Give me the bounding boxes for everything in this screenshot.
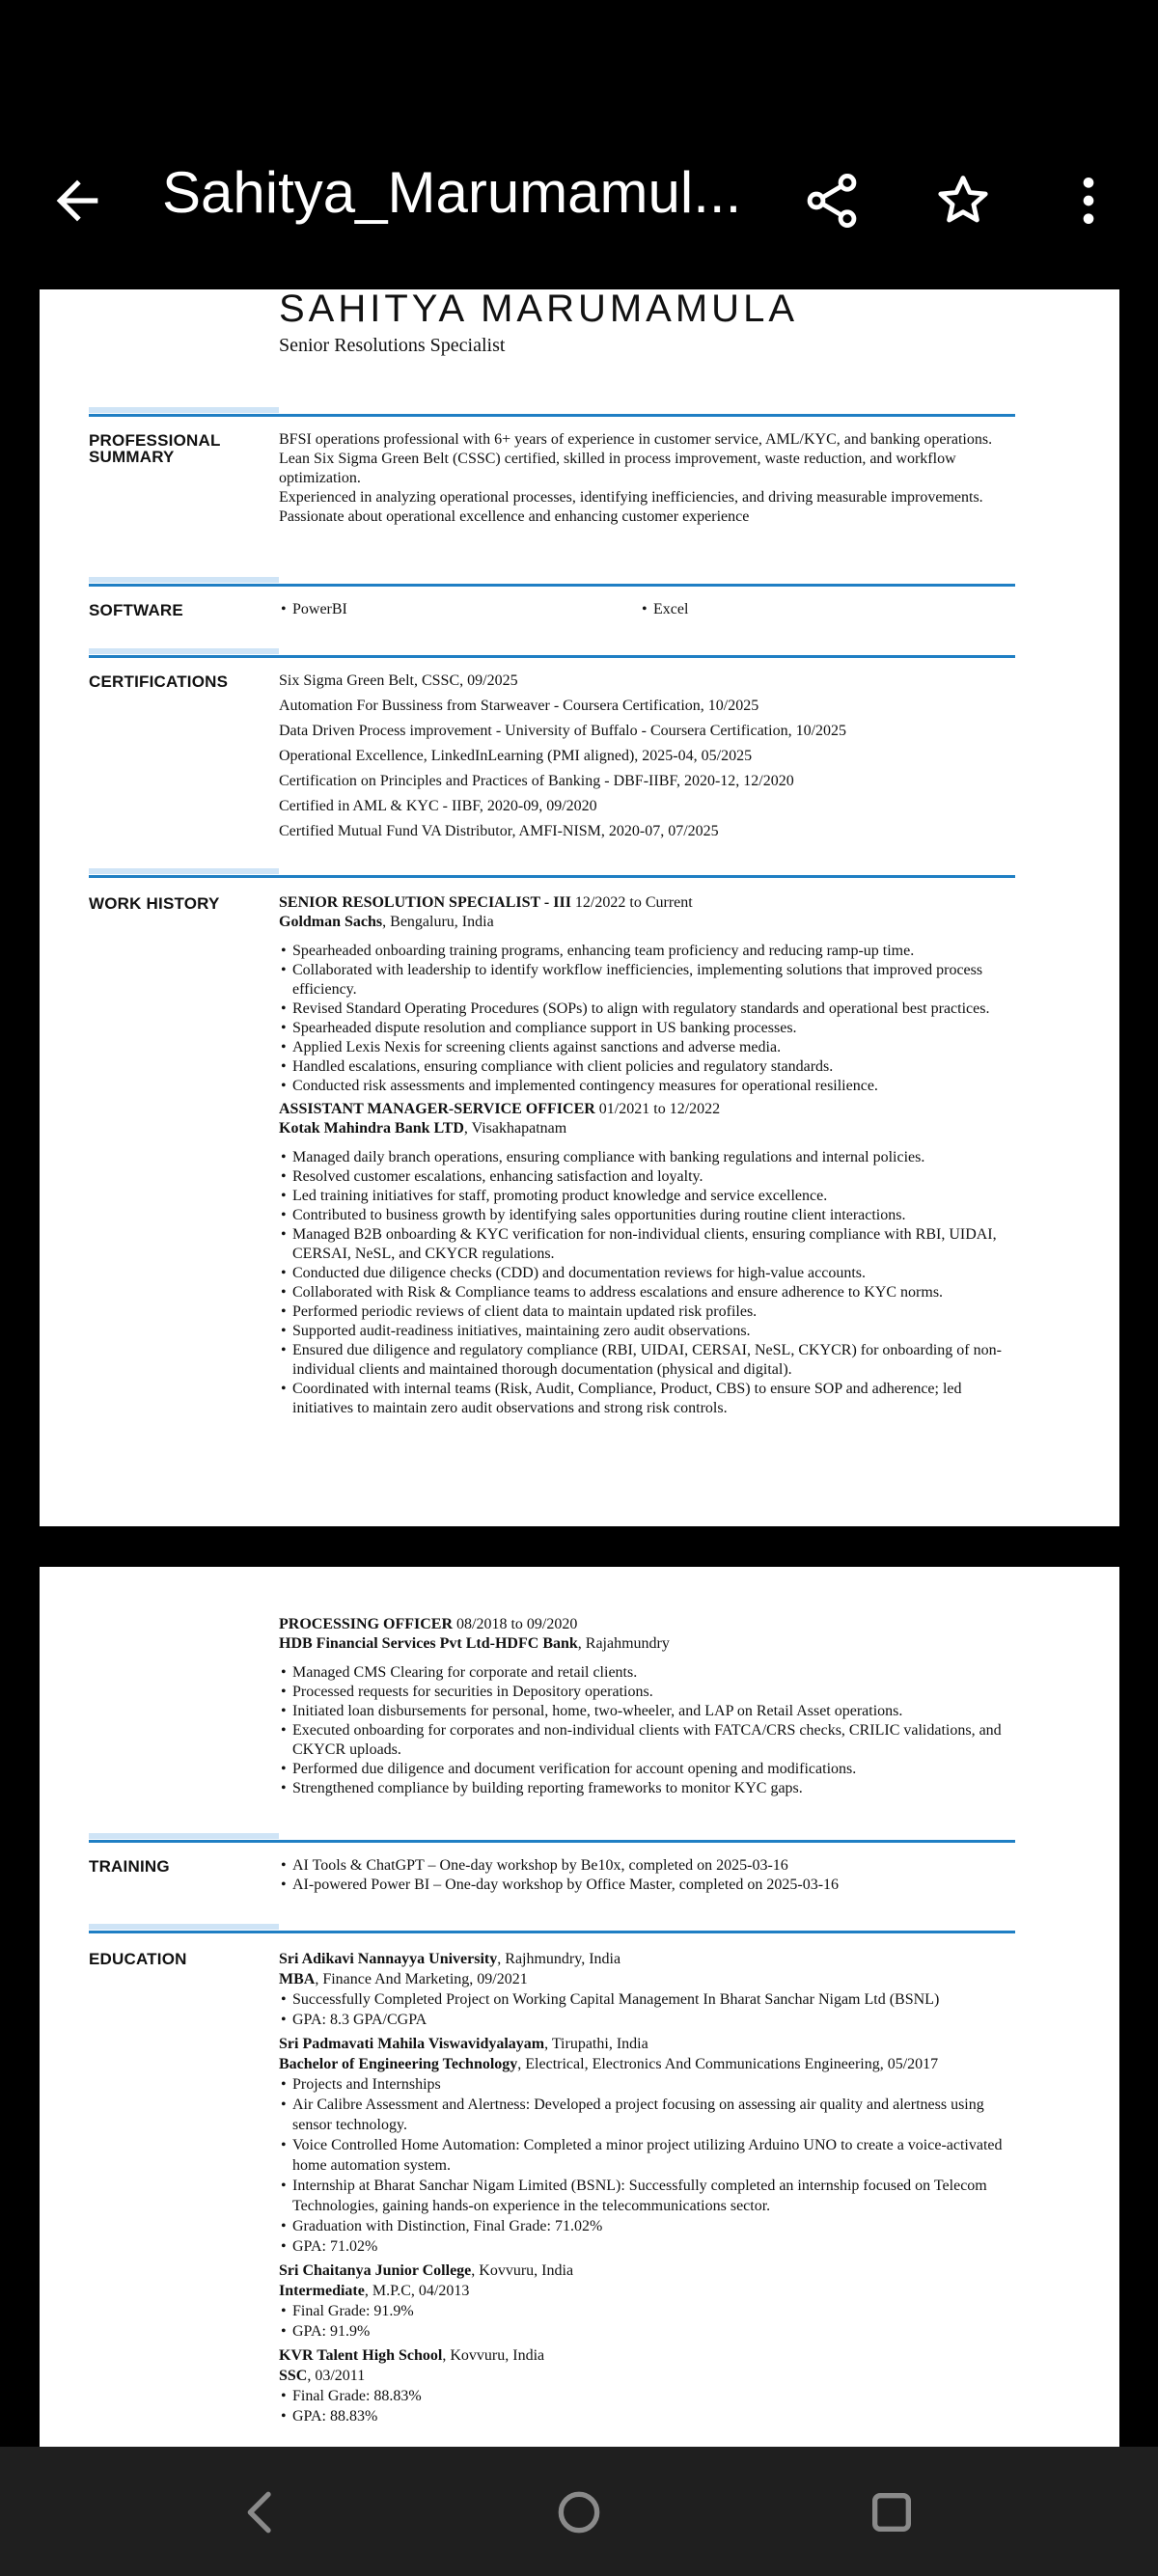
- section-rule: [89, 648, 1015, 658]
- app-bar: [0, 0, 1158, 289]
- degree-name: Bachelor of Engineering Technology: [279, 2056, 518, 2072]
- degree-detail: , Finance And Marketing, 09/2021: [315, 1971, 528, 1987]
- job-bullet: • Led training initiatives for staff, promoting product knowledge and service excellence.: [279, 1187, 1015, 1206]
- section-rule: [89, 868, 1015, 878]
- training-item: • AI-powered Power BI – One-day workshop by Office Master, completed on 2025-03-16: [279, 1876, 1015, 1895]
- education-entry: [279, 2034, 1015, 2257]
- degree-line: [279, 2281, 1015, 2301]
- degree-name: Intermediate: [279, 2283, 365, 2299]
- job-entry: [279, 1100, 1015, 1418]
- school-location: , Rajhmundry, India: [497, 1951, 621, 1967]
- education-entry: [279, 1949, 1015, 2030]
- job-bullet: • Processed requests for securities in Depository operations.: [279, 1683, 1015, 1702]
- job-dates: 08/2018 to 09/2020: [456, 1616, 578, 1632]
- education-bullet: • Air Calibre Assessment and Alertness: Developed a project focusing on assessing air quality and alertness using sensor technology.: [279, 2095, 1015, 2135]
- job-bullet: • Applied Lexis Nexis for screening clients against sanctions and adverse media.: [279, 1038, 1015, 1057]
- education-bullet: • Projects and Internships: [279, 2074, 1015, 2095]
- section-rule: [89, 1924, 1015, 1933]
- nav-recents-icon[interactable]: [861, 2481, 923, 2543]
- job-title-line: [279, 1100, 1015, 1119]
- section-rule: [89, 577, 1015, 587]
- summary-paragraph: BFSI operations professional with 6+ years of experience in customer service, AML/KYC, and banking operations.: [279, 431, 993, 448]
- school-name: Sri Chaitanya Junior College: [279, 2262, 472, 2279]
- degree-name: MBA: [279, 1971, 316, 1987]
- education-bullet: • GPA: 8.3 GPA/CGPA: [279, 2010, 1015, 2030]
- certification-item: Certified Mutual Fund VA Distributor, AMFI-NISM, 2020-07, 07/2025: [279, 823, 719, 839]
- job-bullet: • Performed due diligence and document verification for account opening and modifications.: [279, 1760, 1015, 1779]
- education-bullet: • Graduation with Distinction, Final Grade: 71.02%: [279, 2216, 1015, 2236]
- certification-item: Six Sigma Green Belt, CSSC, 09/2025: [279, 672, 518, 689]
- degree-detail: , M.P.C, 04/2013: [364, 2283, 470, 2299]
- degree-line: [279, 2054, 1015, 2074]
- education-label: EDUCATION: [89, 1950, 187, 1968]
- education-bullet: • GPA: 91.9%: [279, 2321, 1015, 2342]
- job-title: ASSISTANT MANAGER-SERVICE OFFICER: [279, 1101, 595, 1117]
- education-entry: [279, 2345, 1015, 2426]
- certification-item: Certification on Principles and Practices of Banking - DBF-IIBF, 2020-12, 12/2020: [279, 773, 794, 789]
- job-bullet: • Executed onboarding for corporates and non-individual clients with FATCA/CRS checks, CRILIC validations, and CKYCR uploads.: [279, 1721, 1015, 1760]
- job-company-line: [279, 1634, 1015, 1654]
- degree-line: [279, 2366, 1015, 2386]
- job-company: Kotak Mahindra Bank LTD: [279, 1120, 464, 1137]
- document-page-1: [40, 289, 1119, 1526]
- job-bullet: • Ensured due diligence and regulatory compliance (RBI, UIDAI, CERSAI, NeSL, CKYCR) for onboarding of non-individual clients and maintained thorough documentation (physical and digital).: [279, 1341, 1015, 1380]
- education-bullet: • GPA: 71.02%: [279, 2236, 1015, 2257]
- nav-home-icon[interactable]: [548, 2481, 610, 2543]
- degree-line: [279, 1969, 1015, 1989]
- education-bullet: • Successfully Completed Project on Working Capital Management In Bharat Sanchar Nigam Ltd (BSNL): [279, 1989, 1015, 2010]
- degree-detail: , 03/2011: [307, 2368, 366, 2384]
- job-title-line: [279, 1615, 1015, 1634]
- training-item: • AI Tools & ChatGPT – One-day workshop by Be10x, completed on 2025-03-16: [279, 1856, 1015, 1876]
- job-bullet: • Coordinated with internal teams (Risk, Audit, Compliance, Product, CBS) to ensure SOP and adherence; led initiatives to maintain zero audit observations and strong risk controls.: [279, 1380, 1015, 1418]
- job-location: , Visakhapatnam: [463, 1120, 567, 1137]
- certification-item: Operational Excellence, LinkedInLearning (PMI aligned), 2025-04, 05/2025: [279, 748, 753, 764]
- job-bullet: • Revised Standard Operating Procedures (SOPs) to align with regulatory standards and operational best practices.: [279, 1000, 1015, 1019]
- job-bullet: • Collaborated with Risk & Compliance teams to address escalations and ensure adherence to KYC norms.: [279, 1283, 1015, 1302]
- back-arrow-icon[interactable]: [46, 170, 108, 232]
- certification-item: Certified in AML & KYC - IIBF, 2020-09, 09/2020: [279, 798, 597, 814]
- job-company-line: [279, 1119, 1015, 1138]
- education-bullet: • Final Grade: 91.9%: [279, 2301, 1015, 2321]
- school-location: , Kovvuru, India: [471, 2262, 574, 2279]
- job-title: SENIOR RESOLUTION SPECIALIST - III: [279, 894, 571, 911]
- resume-name: SAHITYA MARUMAMULA: [279, 289, 798, 330]
- job-bullet: • Supported audit-readiness initiatives, maintaining zero audit observations.: [279, 1322, 1015, 1341]
- software-item: • Excel: [640, 600, 987, 619]
- work-history-label: WORK HISTORY: [89, 894, 220, 913]
- job-bullet: • Managed CMS Clearing for corporate and retail clients.: [279, 1663, 1015, 1683]
- job-bullet: • Conducted risk assessments and implemented contingency measures for operational resilience.: [279, 1077, 1015, 1096]
- resume-job-title: Senior Resolutions Specialist: [279, 335, 506, 356]
- section-rule: [89, 407, 1015, 417]
- job-location: , Bengaluru, India: [382, 914, 494, 930]
- education-bullet: • Final Grade: 88.83%: [279, 2386, 1015, 2406]
- school-location: , Kovvuru, India: [442, 2347, 545, 2364]
- job-bullet: • Initiated loan disbursements for personal, home, two-wheeler, and LAP on Retail Asset operations.: [279, 1702, 1015, 1721]
- job-bullet: • Handled escalations, ensuring compliance with client policies and regulatory standards.: [279, 1057, 1015, 1077]
- more-options-icon[interactable]: [1058, 170, 1119, 232]
- job-bullet: • Spearheaded dispute resolution and compliance support in US banking processes.: [279, 1019, 1015, 1038]
- school-line: [279, 2034, 1015, 2054]
- job-bullet: • Contributed to business growth by identifying sales opportunities during routine client interactions.: [279, 1206, 1015, 1225]
- job-company: HDB Financial Services Pvt Ltd-HDFC Bank: [279, 1635, 578, 1652]
- summary-paragraph: Lean Six Sigma Green Belt (CSSC) certified, skilled in process improvement, waste reduction, and workflow optimization.: [279, 451, 956, 486]
- school-line: [279, 2345, 1015, 2366]
- job-dates: 12/2022 to Current: [574, 894, 693, 911]
- job-bullet: • Managed B2B onboarding & KYC verification for non-individual clients, ensuring compliance with RBI, UIDAI, CERSAI, NeSL, and CKYCR regulations.: [279, 1225, 1015, 1264]
- job-bullet: • Resolved customer escalations, enhancing satisfaction and loyalty.: [279, 1167, 1015, 1187]
- software-item: • PowerBI: [279, 600, 626, 619]
- document-page-2: [40, 1567, 1119, 2447]
- summary-label: PROFESSIONAL SUMMARY: [89, 431, 221, 466]
- job-title: PROCESSING OFFICER: [279, 1616, 454, 1632]
- education-bullet: • Internship at Bharat Sanchar Nigam Limited (BSNL): Successfully completed an internship focused on Telecom Technologies, gaining hands-on experience in the telecommunications sector.: [279, 2176, 1015, 2216]
- nav-back-icon[interactable]: [230, 2481, 291, 2543]
- school-line: [279, 1949, 1015, 1969]
- system-nav-bar: [0, 2447, 1158, 2576]
- school-name: Sri Padmavati Mahila Viswavidyalayam: [279, 2036, 545, 2052]
- training-label: TRAINING: [89, 1857, 170, 1876]
- certification-item: Automation For Bussiness from Starweaver - Coursera Certification, 10/2025: [279, 698, 759, 714]
- job-title-line: [279, 893, 1015, 913]
- job-company-line: [279, 913, 1015, 932]
- degree-name: SSC: [279, 2368, 308, 2384]
- school-location: , Tirupathi, India: [544, 2036, 648, 2052]
- job-bullet: • Performed periodic reviews of client data to maintain updated risk profiles.: [279, 1302, 1015, 1322]
- certifications-label: CERTIFICATIONS: [89, 672, 229, 691]
- job-location: , Rajahmundry: [577, 1635, 670, 1652]
- school-name: KVR Talent High School: [279, 2347, 443, 2364]
- job-dates: 01/2021 to 12/2022: [598, 1101, 721, 1117]
- job-bullet: • Strengthened compliance by building reporting frameworks to monitor KYC gaps.: [279, 1779, 1015, 1798]
- job-company: Goldman Sachs: [279, 914, 383, 930]
- document-title: Sahitya_Marumamul...: [162, 160, 742, 225]
- job-bullet: • Conducted due diligence checks (CDD) and documentation reviews for high-value accounts.: [279, 1264, 1015, 1283]
- certification-item: Data Driven Process improvement - University of Buffalo - Coursera Certification, 10/2025: [279, 723, 847, 739]
- star-icon[interactable]: [932, 170, 994, 232]
- job-entry: [279, 893, 1015, 1096]
- school-line: [279, 2261, 1015, 2281]
- job-bullet: • Managed daily branch operations, ensuring compliance with banking regulations and internal policies.: [279, 1148, 1015, 1167]
- school-name: Sri Adikavi Nannayya University: [279, 1951, 498, 1967]
- job-bullet: • Spearheaded onboarding training programs, enhancing team proficiency and reducing ramp-up time.: [279, 942, 1015, 961]
- education-bullet: • GPA: 88.83%: [279, 2406, 1015, 2426]
- education-entry: [279, 2261, 1015, 2342]
- education-bullet: • Voice Controlled Home Automation: Completed a minor project utilizing Arduino UNO to create a voice-activated home automation system.: [279, 2135, 1015, 2176]
- job-bullet: • Collaborated with leadership to identify workflow inefficiencies, implementing solutions that improved process efficiency.: [279, 961, 1015, 1000]
- section-rule: [89, 1833, 1015, 1843]
- software-label: SOFTWARE: [89, 601, 183, 619]
- job-entry: [279, 1615, 1015, 1798]
- share-icon[interactable]: [801, 170, 863, 232]
- degree-detail: , Electrical, Electronics And Communications Engineering, 05/2017: [517, 2056, 939, 2072]
- summary-paragraph: Experienced in analyzing operational processes, identifying inefficiencies, and driving measurable improvements. Passionate about operational excellence and enhancing customer experience: [279, 489, 983, 525]
